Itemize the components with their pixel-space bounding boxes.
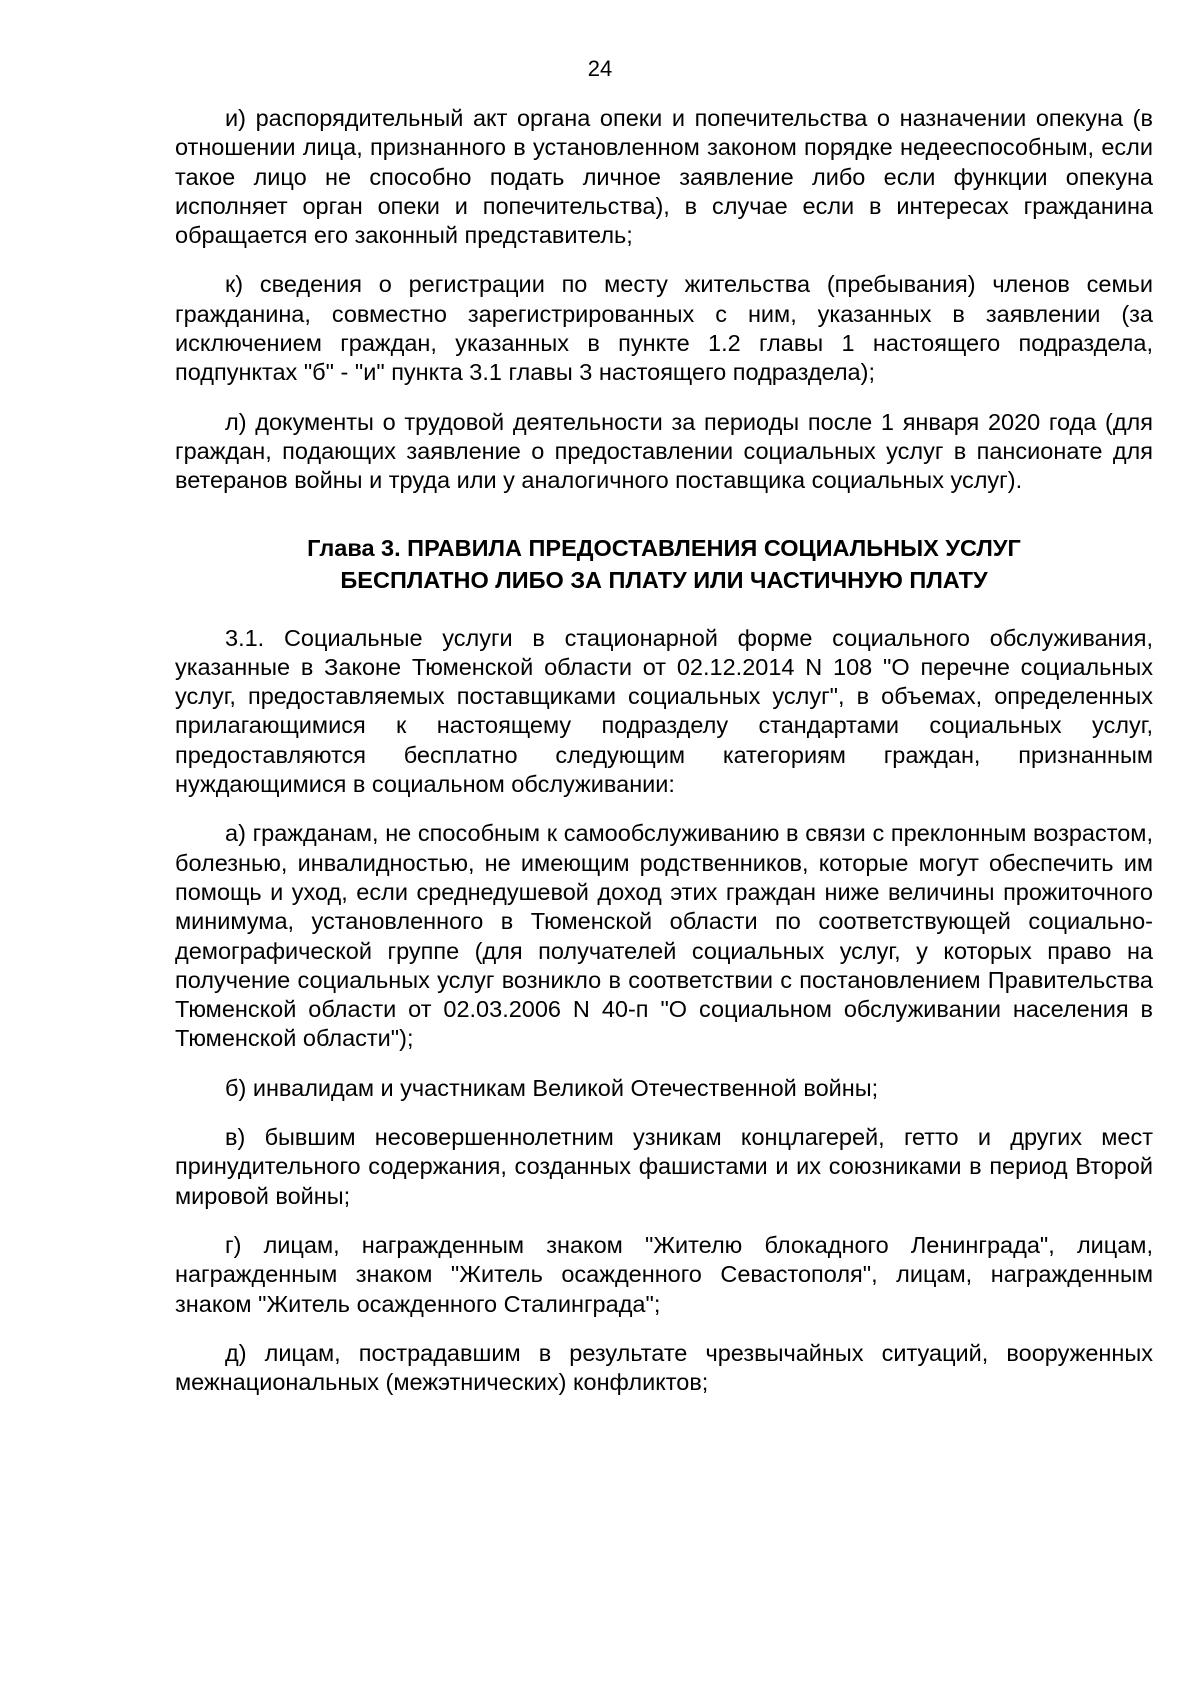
page-number: 24 bbox=[587, 56, 613, 81]
paragraph-v: в) бывшим несовершеннолетним узникам концлагерей, гетто и других мест принудительного содержания, созданных фашистами и их союзниками в период Второй мировой войны; bbox=[175, 1124, 1153, 1209]
chapter-heading bbox=[175, 532, 1153, 596]
chapter-heading-line-2: БЕСПЛАТНО ЛИБО ЗА ПЛАТУ ИЛИ ЧАСТИЧНУЮ ПЛАТУ bbox=[340, 566, 988, 593]
paragraph-d: д) лицам, пострадавшим в результате чрезвычайных ситуаций, вооруженных межнациональных (межэтнических) конфликтов; bbox=[175, 1339, 1153, 1396]
paragraph-b: б) инвалидам и участникам Великой Отечественной войны; bbox=[225, 1074, 879, 1101]
paragraph-a: а) гражданам, не способным к самообслуживанию в связи с преклонным возрастом, болезнью, инвалидностью, не имеющим родственников, которые могут обеспечить им помощь и уход, если среднедушевой доход этих граждан ниже величины прожиточного минимума, установленного в Тюменской области по соответствующей социально-демографической группе (для получателей социальных услуг, у которых право на получение социальных услуг возникло в соответствии с постановлением Правительства Тюменской области от 02.03.2006 N 40-п "О социальном обслуживании населения в Тюменской области"); bbox=[175, 820, 1153, 1052]
paragraph-l: л) документы о трудовой деятельности за периоды после 1 января 2020 года (для граждан, подающих заявление о предоставлении социальных услуг в пансионате для ветеранов войны и труда или у аналогичного поставщика социальных услуг). bbox=[175, 408, 1153, 494]
chapter-heading-line-1: Глава 3. ПРАВИЛА ПРЕДОСТАВЛЕНИЯ СОЦИАЛЬНЫХ УСЛУГ bbox=[307, 534, 1021, 561]
paragraph-3-1: 3.1. Социальные услуги в стационарной форме социального обслуживания, указанные в Законе Тюменской области от 02.12.2014 N 108 "О перечне социальных услуг, предоставляемых поставщиками социальных услуг", в объемах, определенных прилагающимися к настоящему подразделу стандартами социальных услуг, предоставляются бесплатно следующим категориям граждан, признанным нуждающимися в социальном обслуживании: bbox=[175, 624, 1153, 798]
paragraph-i: и) распорядительный акт органа опеки и попечительства о назначении опекуна (в отношении лица, признанного в установленном законом порядке недееспособным, если такое лицо не способно подать личное заявление либо если функции опекуна исполняет орган опеки и попечительства), в случае если в интересах гражданина обращается его законный представитель; bbox=[175, 105, 1153, 249]
document-body bbox=[175, 104, 1153, 1417]
paragraph-k: к) сведения о регистрации по месту жительства (пребывания) членов семьи гражданина, совместно зарегистрированных с ним, указанных в заявлении (за исключением граждан, указанных в пункте 1.2 главы 1 настоящего подраздела, подпунктах "б" - "и" пункта 3.1 главы 3 настоящего подраздела); bbox=[175, 271, 1153, 386]
paragraph-g: г) лицам, награжденным знаком "Жителю блокадного Ленинграда", лицам, награжденным знаком "Житель осажденного Севастополя", лицам, награжденным знаком "Житель осажденного Сталинграда"; bbox=[175, 1231, 1153, 1317]
